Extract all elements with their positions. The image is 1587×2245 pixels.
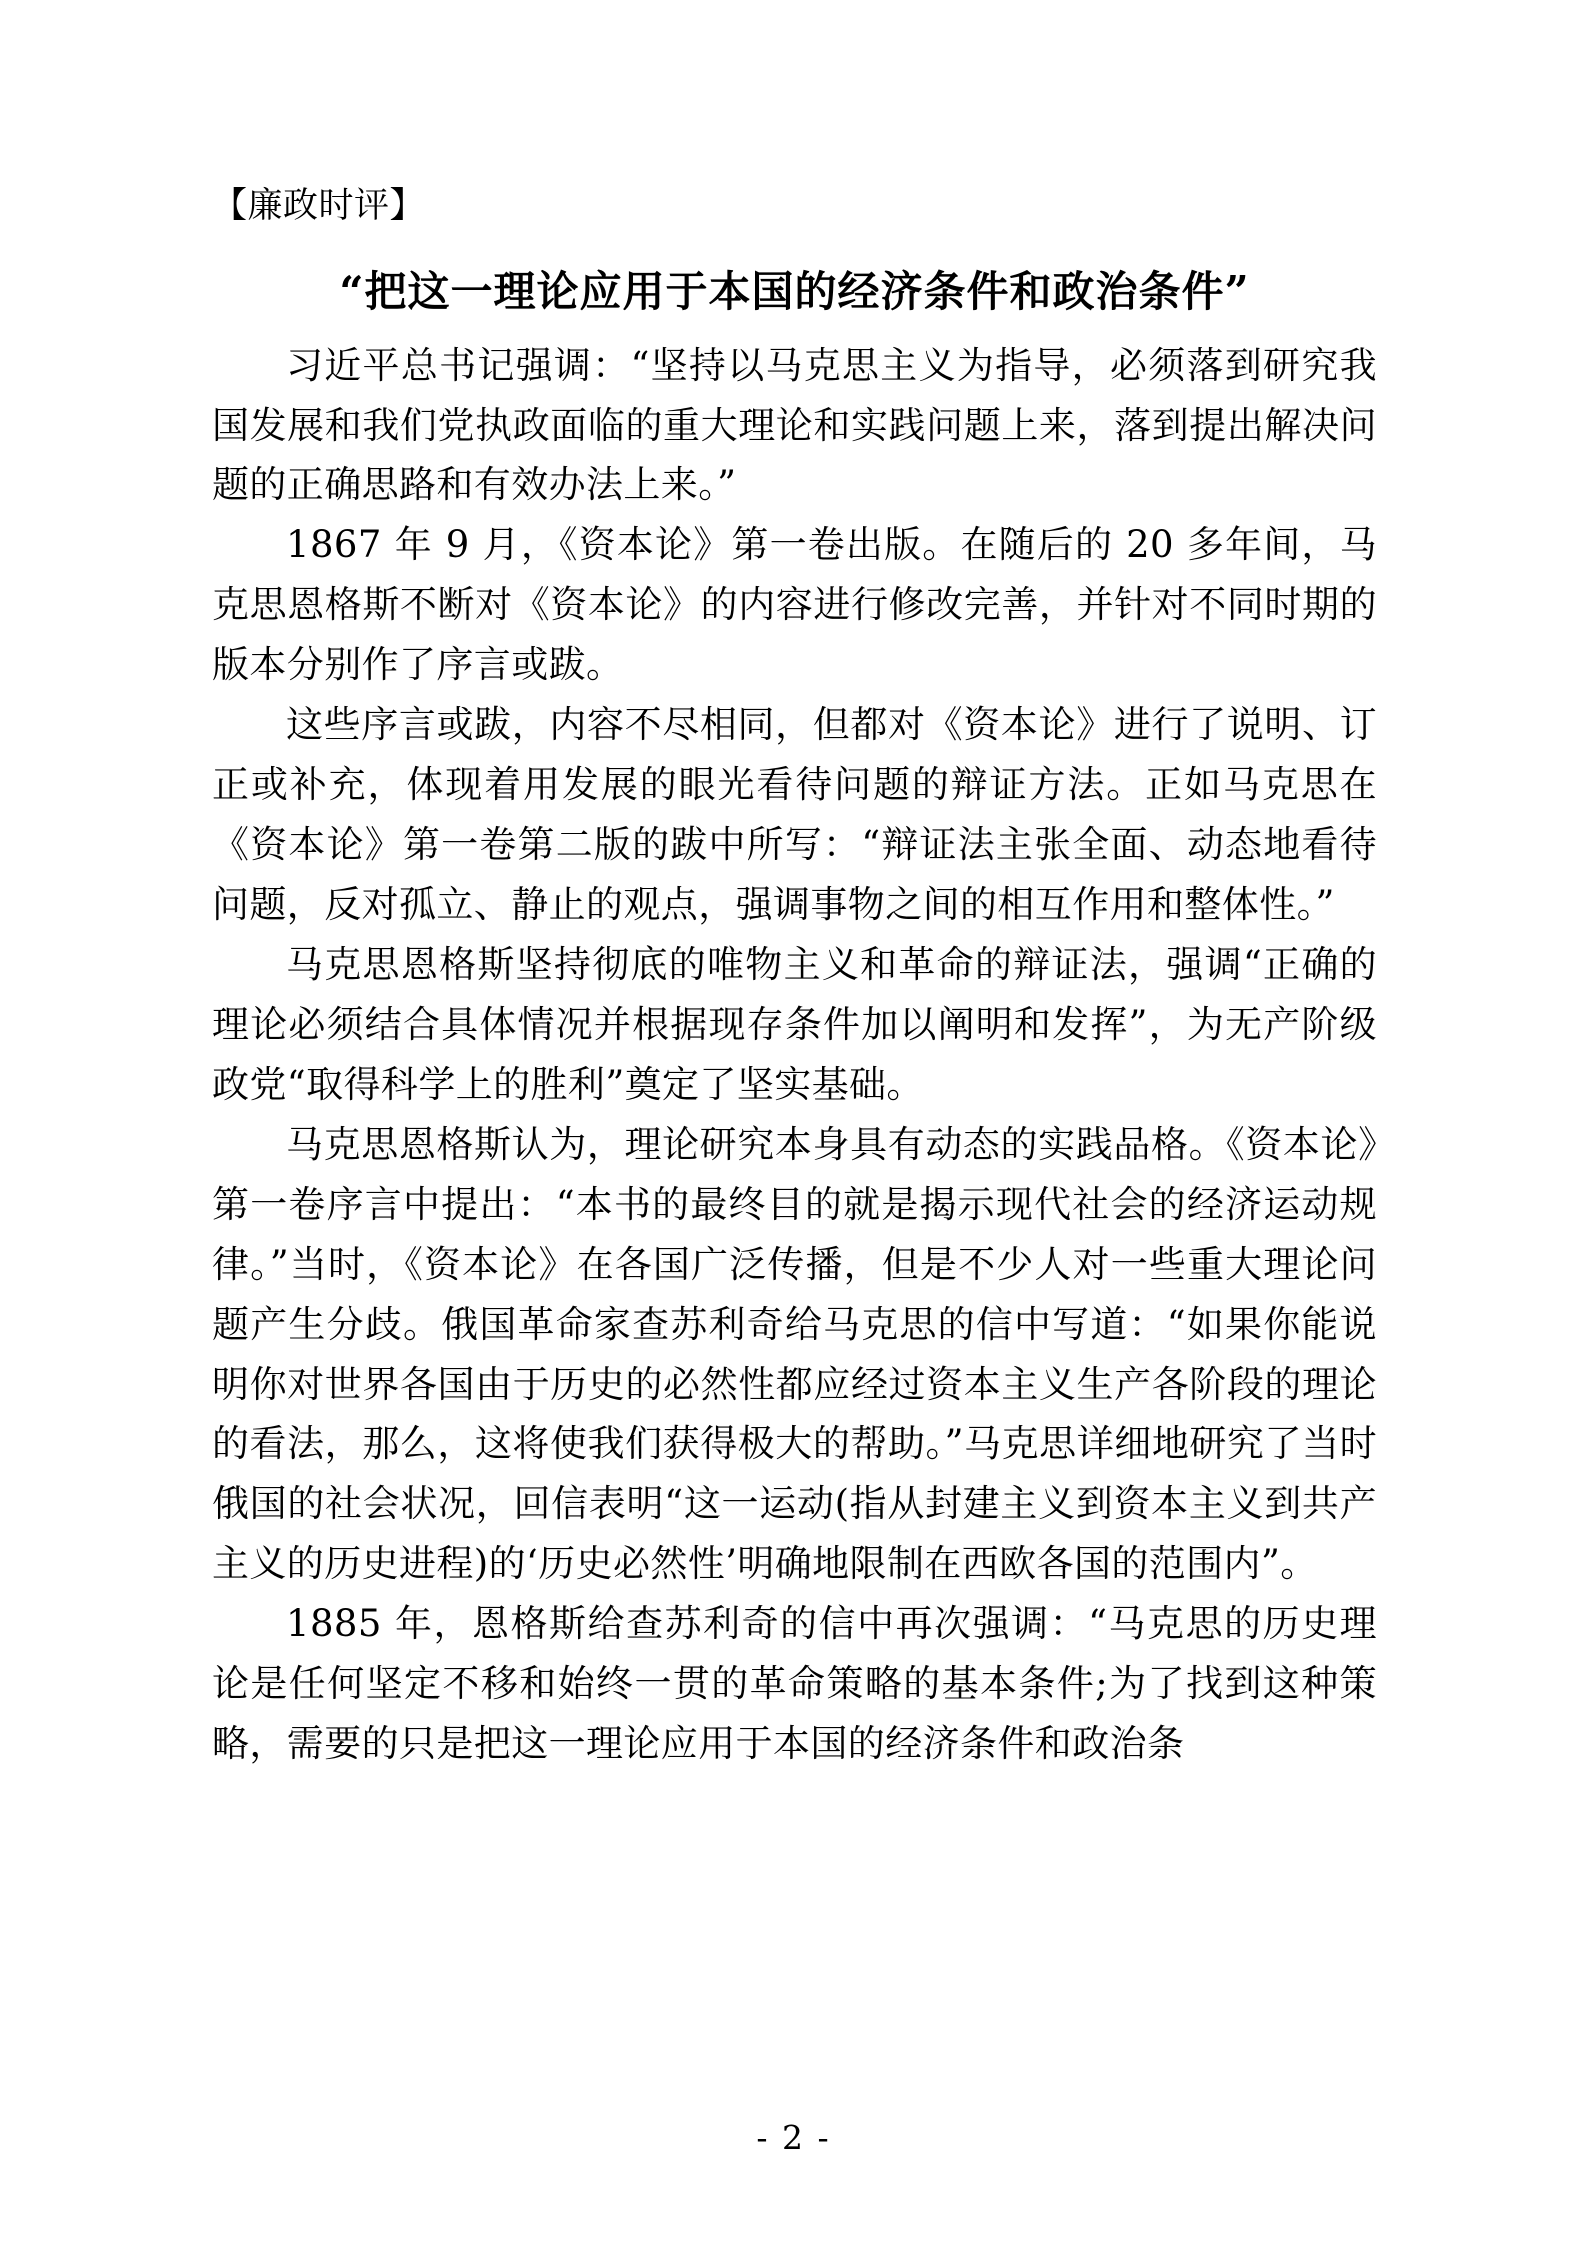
paragraph: 1867 年 9 月，《资本论》第一卷出版。在随后的 20 多年间，马克思恩格斯不断对《资本论》的内容进行修改完善，并针对不同时期的版本分别作了序言或跋。 <box>212 523 1377 687</box>
section-tag: 【廉政时评】 <box>212 186 426 226</box>
paragraph: 马克思恩格斯认为，理论研究本身具有动态的实践品格。《资本论》第一卷序言中提出：“本书的最终目的就是揭示现代社会的经济运动规律。”当时，《资本论》在各国广泛传播，但是不少人对一些重大理论问题产生分歧。俄国革命家查苏利奇给马克思的信中写道：“如果你能说明你对世界各国由于历史的必然性都应经过资本主义生产各阶段的理论的看法，那么，这将使我们获得极大的帮助。”马克思详细地研究了当时俄国的社会状况，回信表明“这一运动(指从封建主义到资本主义到共产主义的历史进程)的‘历史必然性’明确地限制在西欧各国的范围内”。 <box>212 1122 1377 1586</box>
document-body <box>212 336 1377 1775</box>
paragraph: 习近平总书记强调：“坚持以马克思主义为指导，必须落到研究我国发展和我们党执政面临的重大理论和实践问题上来，落到提出解决问题的正确思路和有效办法上来。” <box>212 343 1377 507</box>
page-number: - 2 - <box>756 2118 831 2157</box>
page-title: “把这一理论应用于本国的经济条件和政治条件” <box>339 267 1250 316</box>
paragraph: 1885 年，恩格斯给查苏利奇的信中再次强调：“马克思的历史理论是任何坚定不移和始终一贯的革命策略的基本条件;为了找到这种策略，需要的只是把这一理论应用于本国的经济条件和政治条 <box>212 1602 1377 1766</box>
paragraph: 这些序言或跋，内容不尽相同，但都对《资本论》进行了说明、订正或补充，体现着用发展的眼光看待问题的辩证方法。正如马克思在《资本论》第一卷第二版的跋中所写：“辩证法主张全面、动态地看待问题，反对孤立、静止的观点，强调事物之间的相互作用和整体性。” <box>212 703 1377 927</box>
paragraph: 马克思恩格斯坚持彻底的唯物主义和革命的辩证法，强调“正确的理论必须结合具体情况并根据现存条件加以阐明和发挥”，为无产阶级政党“取得科学上的胜利”奠定了坚实基础。 <box>212 942 1377 1106</box>
